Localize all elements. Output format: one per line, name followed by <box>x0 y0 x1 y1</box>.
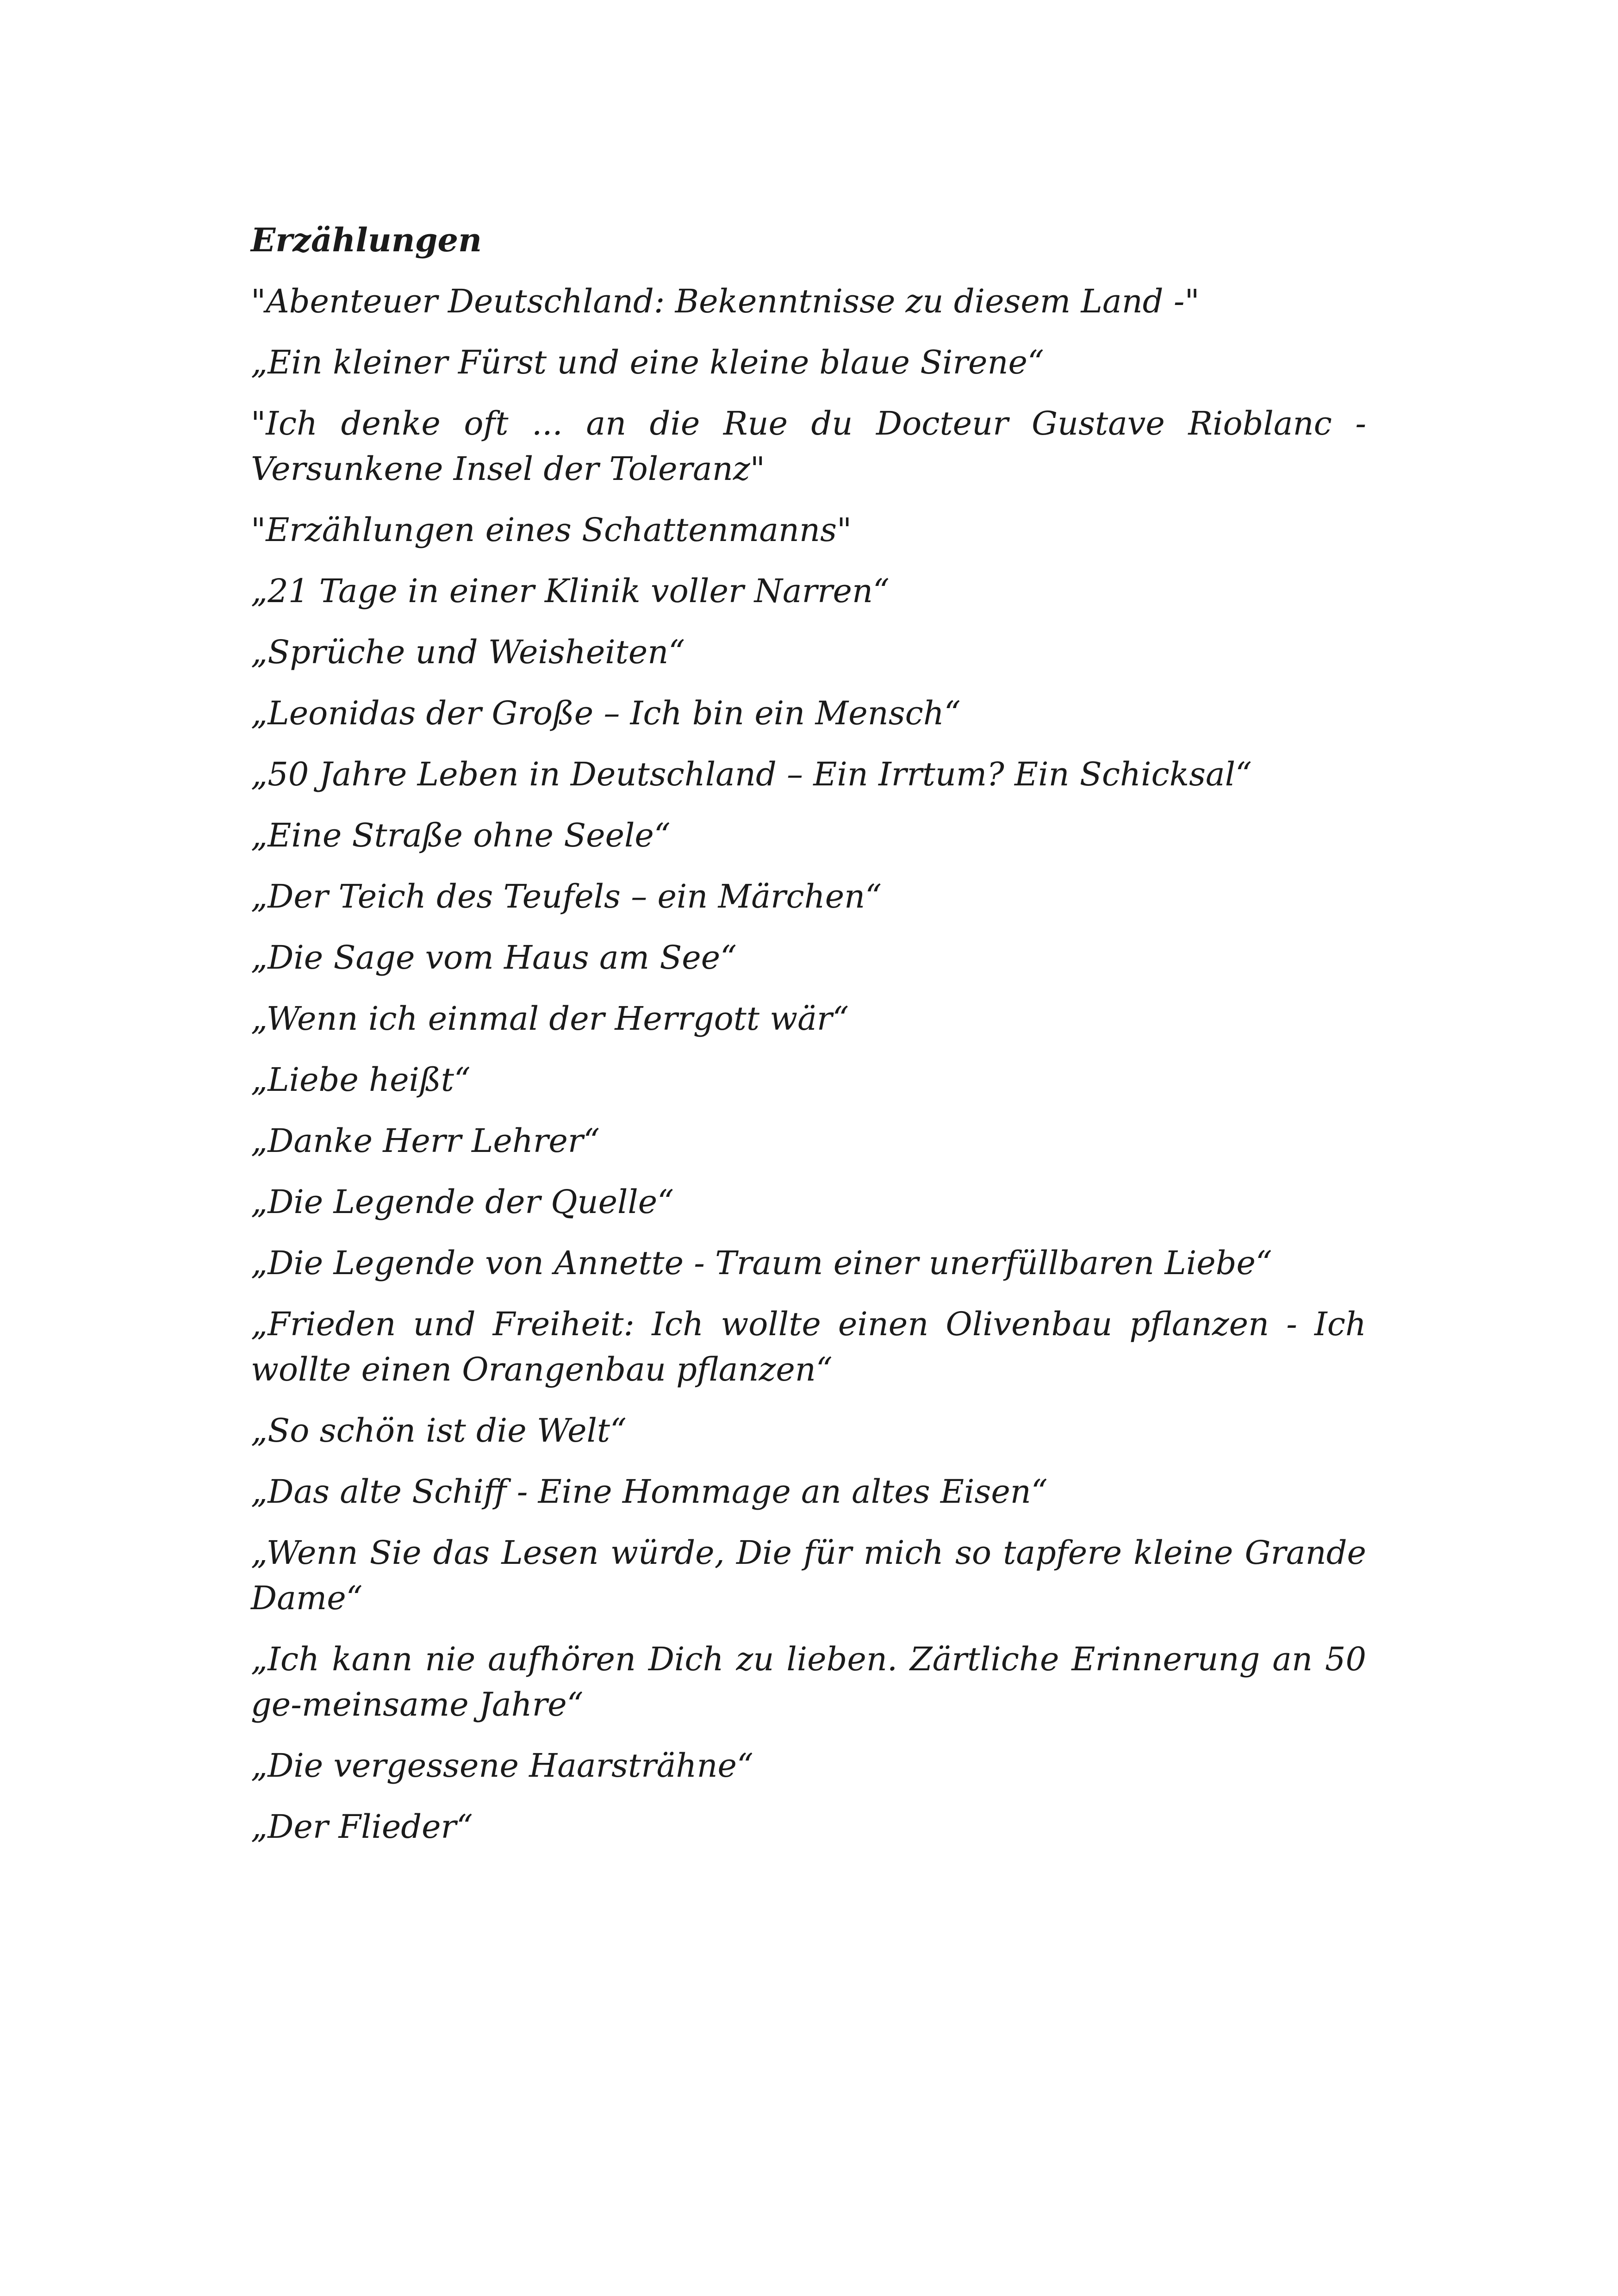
story-title: „Die Sage vom Haus am See“ <box>251 939 737 977</box>
story-title: „Sprüche und Weisheiten“ <box>251 633 685 671</box>
story-title: „Wenn ich einmal der Herrgott wär“ <box>251 1000 849 1038</box>
story-list-section <box>251 218 1366 1865</box>
story-title: „50 Jahre Leben in Deutschland – Ein Irrtum? Ein Schicksal“ <box>251 755 1252 793</box>
story-title: „Liebe heißt“ <box>251 1061 471 1099</box>
story-title: „So schön ist die Welt“ <box>251 1412 627 1450</box>
story-title: „Leonidas der Große – Ich bin ein Mensch“ <box>251 694 961 732</box>
story-title: „Die Legende der Quelle“ <box>251 1183 674 1221</box>
story-title: „Die Legende von Annette - Traum einer unerfüllbaren Liebe“ <box>251 1244 1272 1282</box>
story-title: „Frieden und Freiheit: Ich wollte einen Olivenbau pflanzen - Ich wollte einen Orangenbau pflanzen“ <box>251 1305 1366 1388</box>
story-title: „Ich kann nie aufhören Dich zu lieben. Zärtliche Erinnerung an 50 ge-meinsame Jahre“ <box>251 1640 1366 1724</box>
story-title: „Der Teich des Teufels – ein Märchen“ <box>251 877 882 915</box>
story-title: „Eine Straße ohne Seele“ <box>251 816 671 854</box>
story-title: „Ein kleiner Fürst und eine kleine blaue Sirene“ <box>251 343 1044 381</box>
story-title: „21 Tage in einer Klinik voller Narren“ <box>251 572 890 610</box>
story-title: "Erzählungen eines Schattenmanns" <box>251 511 852 549</box>
story-title: "Ich denke oft ... an die Rue du Docteur Gustave Rioblanc - Versunkene Insel der Toleranz" <box>251 404 1366 488</box>
story-titles-list <box>251 279 1366 1849</box>
story-title: „Die vergessene Haarsträhne“ <box>251 1747 753 1785</box>
story-title: „Das alte Schiff - Eine Hommage an altes Eisen“ <box>251 1473 1048 1511</box>
story-title: „Danke Herr Lehrer“ <box>251 1122 600 1160</box>
story-title: "Abenteuer Deutschland: Bekenntnisse zu diesem Land -" <box>251 282 1200 320</box>
story-title: „Der Flieder“ <box>251 1808 473 1846</box>
section-heading: Erzählungen <box>251 221 482 259</box>
story-title: „Wenn Sie das Lesen würde, Die für mich so tapfere kleine Grande Dame“ <box>251 1534 1366 1617</box>
